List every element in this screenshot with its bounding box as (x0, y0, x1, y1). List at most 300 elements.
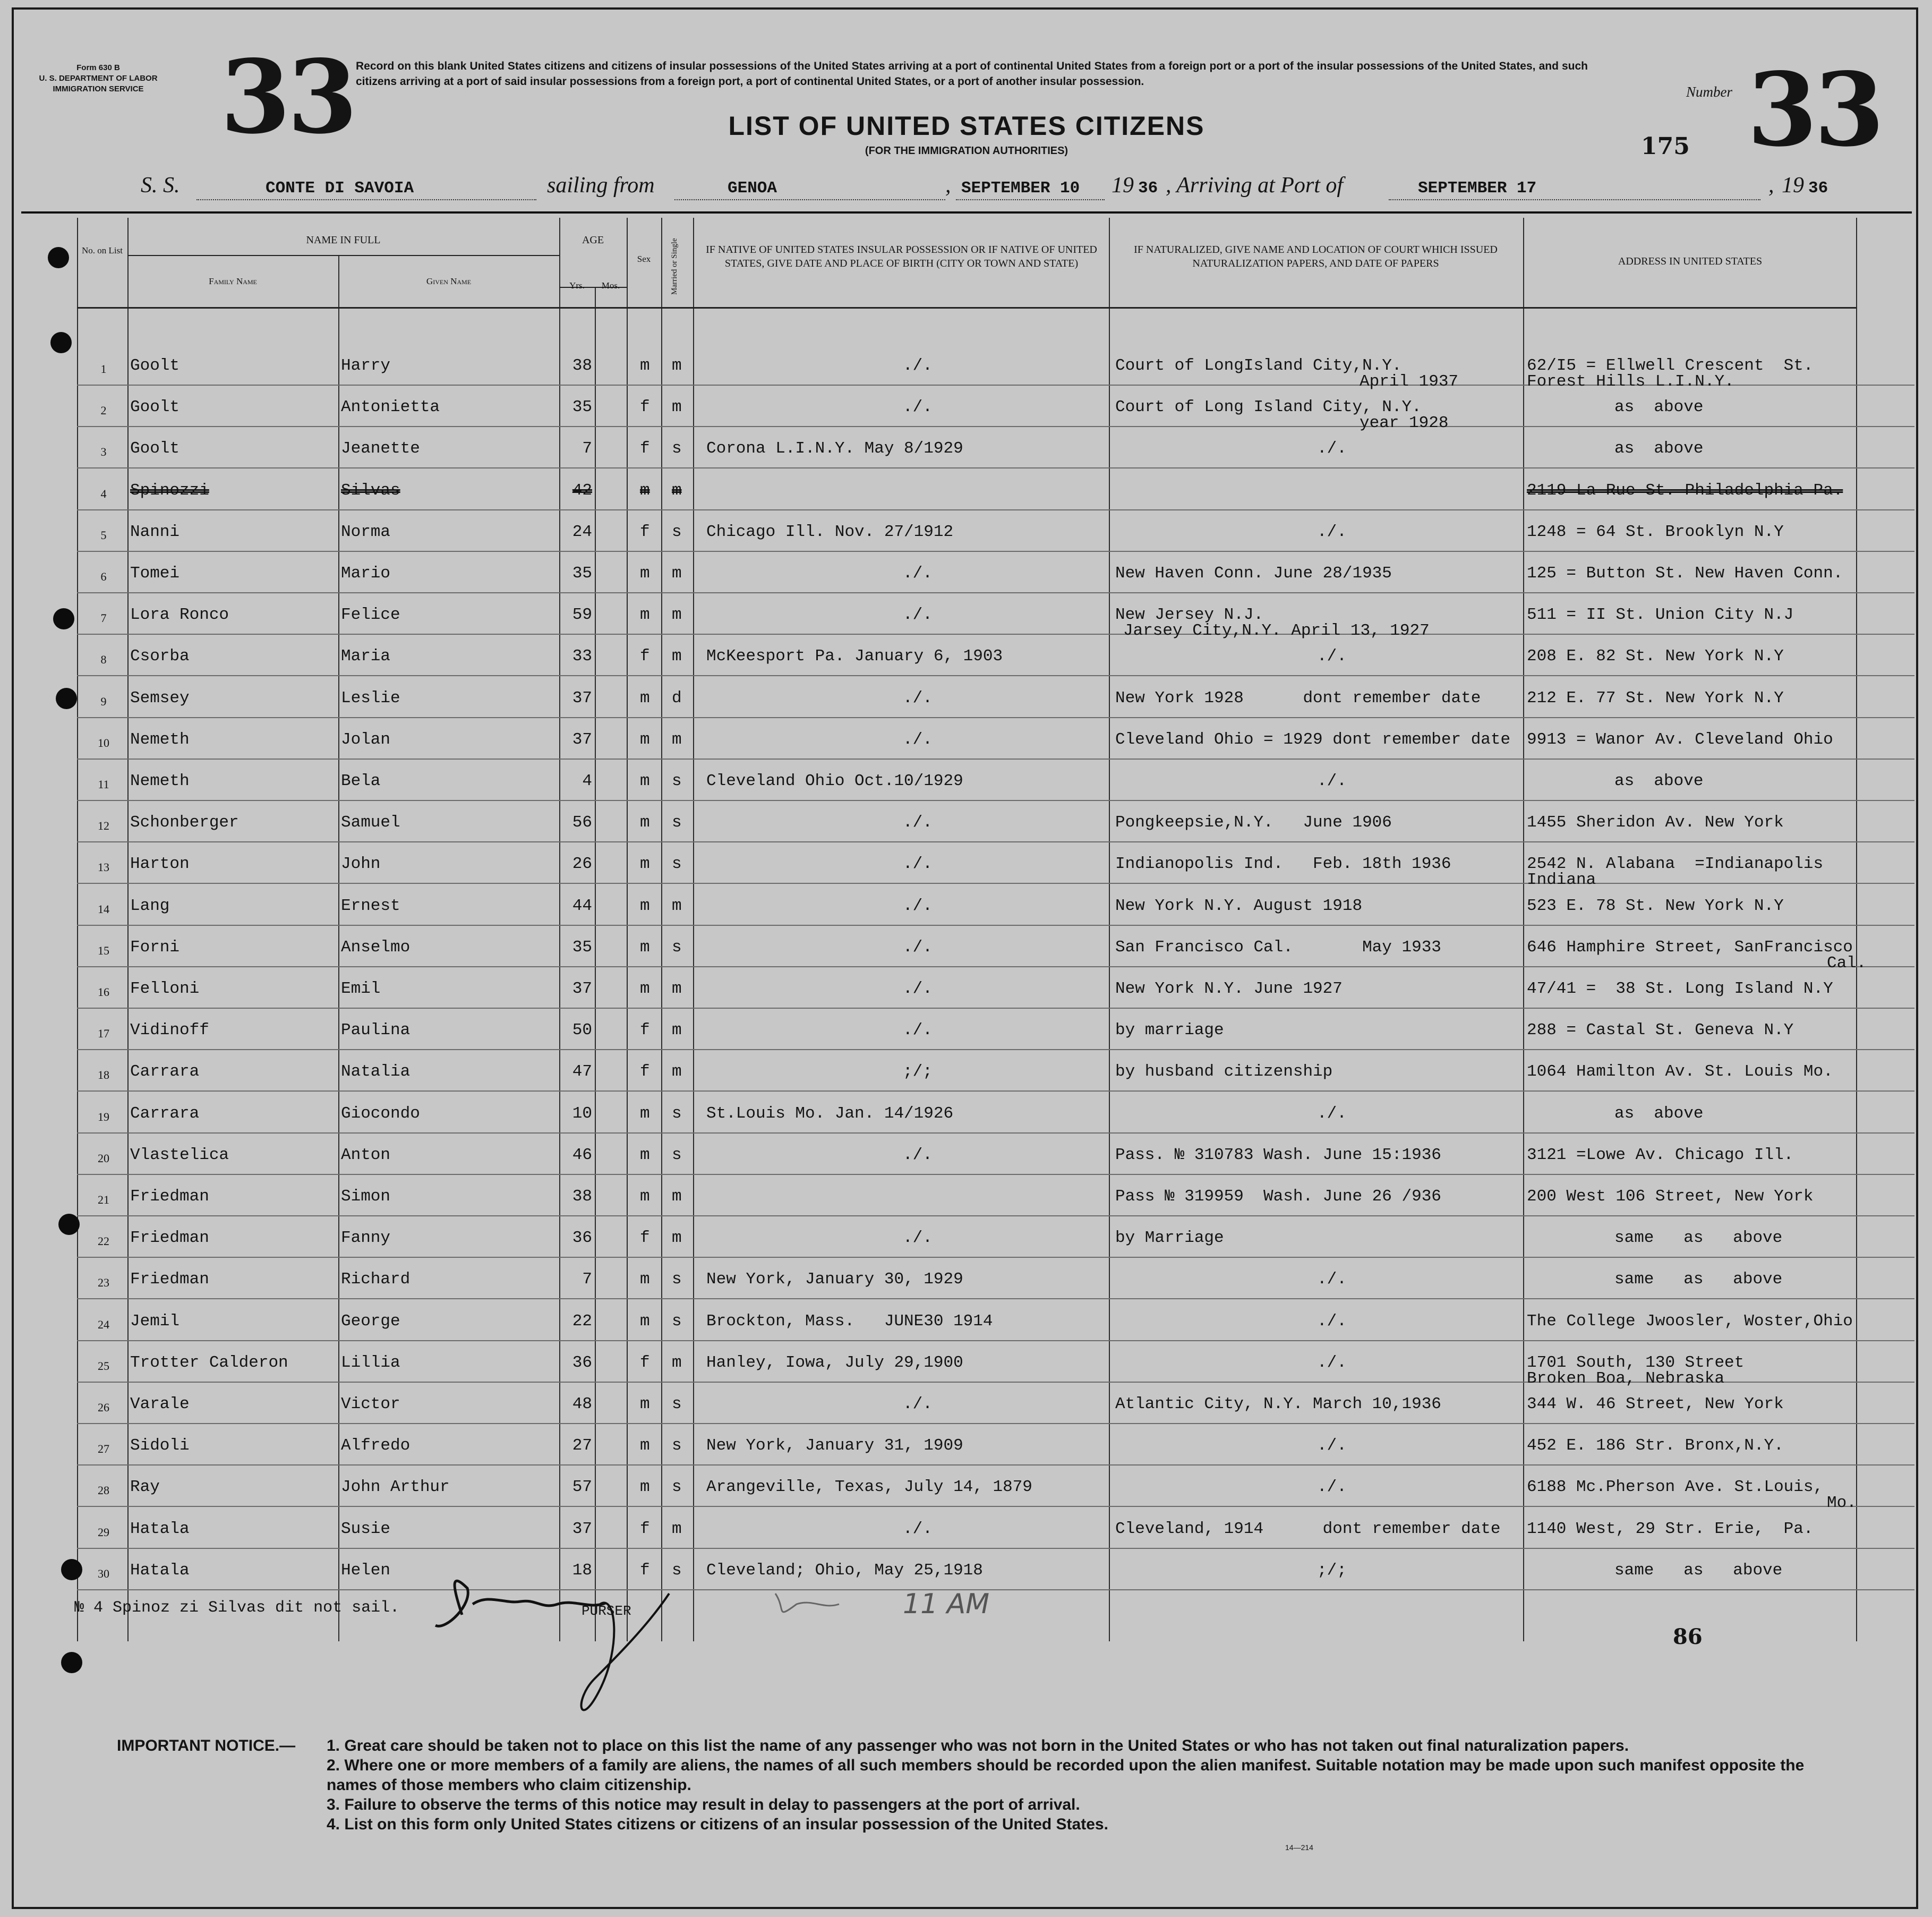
cell-sex: m (640, 1395, 650, 1413)
cell-family: Sidoli (130, 1436, 190, 1455)
cell-addr: 125 = Button St. New Haven Conn. (1527, 564, 1843, 583)
cell-ms: m (672, 1062, 682, 1081)
cell-age: 47 (572, 1062, 592, 1081)
arriving-label: , Arriving at Port of (1166, 173, 1344, 198)
cell-birth: St.Louis Mo. Jan. 14/1926 (706, 1104, 954, 1123)
cell-family: Carrara (130, 1104, 200, 1123)
cell-sex: m (640, 1146, 650, 1164)
cell-given: Paulina (341, 1021, 411, 1040)
cell-family: Hatala (130, 1561, 190, 1580)
arrival-year-prefix: 19 (1782, 173, 1804, 198)
cell-age: 33 (572, 647, 592, 666)
cell-addr: 6188 Mc.Pherson Ave. St.Louis, (1527, 1478, 1824, 1496)
cell-birth: ./. (903, 606, 933, 624)
cell-age: 38 (572, 1187, 592, 1206)
cell-ms: s (672, 523, 682, 541)
cell-age: 36 (572, 1229, 592, 1247)
cell-nat: ./. (1317, 1270, 1347, 1289)
cell-nat: by husband citizenship (1115, 1062, 1333, 1081)
cell-birth: New York, January 31, 1909 (706, 1436, 963, 1455)
header-months: Mos. (601, 280, 620, 291)
cell-ms: m (672, 356, 682, 375)
cell-sex: m (640, 813, 650, 832)
row-rule (77, 841, 1914, 842)
cell-birth: ./. (903, 1229, 933, 1247)
cell-birth: ./. (903, 730, 933, 749)
sailing-from-label: sailing from (547, 173, 655, 198)
row-number: 14 (98, 902, 109, 916)
cell-nat: Indianopolis Ind. Feb. 18th 1936 (1115, 855, 1451, 873)
cell-nat: ./. (1317, 772, 1347, 790)
cell-sex: m (640, 356, 650, 375)
header-naturalization: IF NATURALIZED, GIVE NAME AND LOCATION OF COURT WHICH ISSUED NATURALIZATION PAPERS, AND DATE OF PAPERS (1134, 244, 1498, 269)
cell-sex: f (640, 523, 650, 541)
cell-age: 35 (572, 938, 592, 957)
handwritten-list-number: 175 (1641, 133, 1690, 160)
cell-family: Tomei (130, 564, 180, 583)
header-sex: Sex (637, 254, 651, 264)
arrival-year: 36 (1808, 179, 1828, 198)
cell-birth: Brockton, Mass. JUNE30 1914 (706, 1312, 993, 1331)
cell-age: 46 (572, 1146, 592, 1164)
cell-nat: New Haven Conn. June 28/1935 (1115, 564, 1392, 583)
cell-nat: ./. (1317, 523, 1347, 541)
department-name: U. S. DEPARTMENT OF LABOR (39, 74, 158, 83)
cell-birth: ./. (903, 356, 933, 375)
header-name-in-full: NAME IN FULL (306, 234, 381, 246)
cell-sex: m (640, 481, 650, 500)
cell-nat: Court of Long Island City, N.Y. (1115, 398, 1422, 416)
cell-age: 37 (572, 730, 592, 749)
row-number: 18 (98, 1068, 109, 1081)
cell-given: Maria (341, 647, 391, 666)
cell-nat: Pass. № 310783 Wash. June 15:1936 (1115, 1146, 1441, 1164)
cell-nat: ./. (1317, 1312, 1347, 1331)
row-rule (77, 1506, 1914, 1507)
cell-given: Silvas (341, 481, 400, 500)
cell-ms: m (672, 606, 682, 624)
cell-given: Antonietta (341, 398, 440, 416)
punch-hole (56, 688, 77, 709)
cell-sex: m (640, 897, 650, 915)
cell-age: 24 (572, 523, 592, 541)
cell-ms: m (672, 481, 682, 500)
cell-given: Jeanette (341, 439, 420, 458)
row-number: 29 (98, 1526, 109, 1539)
cell-family: Nemeth (130, 730, 190, 749)
cell-nat: Pongkeepsie,N.Y. June 1906 (1115, 813, 1392, 832)
cell-nat: by marriage (1115, 1021, 1224, 1040)
cell-birth: Cleveland; Ohio, May 25,1918 (706, 1561, 983, 1580)
cell-addr: 212 E. 77 St. New York N.Y (1527, 689, 1784, 708)
cell-addr: 523 E. 78 St. New York N.Y (1527, 897, 1784, 915)
cell-given: Simon (341, 1187, 391, 1206)
row-rule (77, 1298, 1914, 1299)
row-number: 1 (100, 362, 107, 376)
cell-sex: m (640, 1187, 650, 1206)
punch-hole (61, 1652, 82, 1673)
cell-birth: ./. (903, 1021, 933, 1040)
row-number: 2 (100, 404, 107, 417)
cell-given: Richard (341, 1270, 411, 1289)
cell-addr: 511 = II St. Union City N.J (1527, 606, 1794, 624)
cell-addr: 288 = Castal St. Geneva N.Y (1527, 1021, 1794, 1040)
cell-given: Helen (341, 1561, 391, 1580)
cell-sex: m (640, 730, 650, 749)
cell-age: 26 (572, 855, 592, 873)
cell-birth: Hanley, Iowa, July 29,1900 (706, 1353, 963, 1372)
cell-nat: Atlantic City, N.Y. March 10,1936 (1115, 1395, 1441, 1413)
form-title: LIST OF UNITED STATES CITIZENS (728, 111, 1205, 141)
cell-given: Felice (341, 606, 400, 624)
cell-nat: ./. (1317, 1478, 1347, 1496)
row-number: 27 (98, 1442, 109, 1455)
cell-age: 42 (572, 481, 592, 500)
cell-given: George (341, 1312, 400, 1331)
punch-hole (53, 608, 74, 629)
cell-addr: 1064 Hamilton Av. St. Louis Mo. (1527, 1062, 1833, 1081)
cell-given: Leslie (341, 689, 400, 708)
row-number: 28 (98, 1484, 109, 1497)
cell-age: 50 (572, 1021, 592, 1040)
cell-sex: m (640, 1270, 650, 1289)
punch-hole (58, 1214, 80, 1235)
cell-family: Jemil (130, 1312, 180, 1331)
print-code: 14—214 (1285, 1843, 1313, 1852)
cell-family: Hatala (130, 1520, 190, 1538)
header-given-name: Given Name (426, 276, 472, 286)
cell-nat: ./. (1317, 1104, 1347, 1123)
header-years: Yrs. (569, 280, 585, 291)
cell-ms: s (672, 938, 682, 957)
cell-addr: 1455 Sheridon Av. New York (1527, 813, 1784, 832)
cell-ms: m (672, 1353, 682, 1372)
cell-ms: s (672, 1561, 682, 1580)
cell-nat: New York N.Y. August 1918 (1115, 897, 1363, 915)
punch-hole (48, 247, 69, 268)
cell-age: 37 (572, 689, 592, 708)
row-rule (77, 966, 1914, 967)
arrival-date: SEPTEMBER 17 (1418, 179, 1537, 198)
sailing-year: 36 (1138, 179, 1158, 198)
cell-given: Norma (341, 523, 391, 541)
cell-given: Giocondo (341, 1104, 420, 1123)
row-rule (77, 1090, 1914, 1092)
notice-label: IMPORTANT NOTICE.— (117, 1737, 296, 1754)
did-not-sail-note: № 4 Spinoz zi Silvas dit not sail. (74, 1599, 400, 1617)
departure-port: GENOA (728, 179, 777, 198)
header-no-on-list: No. on List (82, 245, 123, 255)
cell-nat: New York 1928 dont remember date (1115, 689, 1481, 708)
row-rule (77, 1257, 1914, 1258)
cell-age: 35 (572, 398, 592, 416)
cell-addr: 452 E. 186 Str. Bronx,N.Y. (1527, 1436, 1784, 1455)
cell-family: Lora Ronco (130, 606, 229, 624)
pencil-time-note: 11 AM (903, 1588, 990, 1620)
cell-ms: m (672, 897, 682, 915)
cell-family: Csorba (130, 647, 190, 666)
cell-sex: m (640, 1478, 650, 1496)
cell-addr: 646 Hamphire Street, SanFrancisco (1527, 938, 1853, 957)
cell-family: Spinozzi (130, 481, 209, 500)
cell-nat-continued: year 1928 (1360, 414, 1449, 432)
row-number: 23 (98, 1276, 109, 1289)
cell-given: Victor (341, 1395, 400, 1413)
cell-sex: m (640, 1312, 650, 1331)
cell-birth: ./. (903, 855, 933, 873)
cell-birth: Corona L.I.N.Y. May 8/1929 (706, 439, 963, 458)
cell-addr: 1248 = 64 St. Brooklyn N.Y (1527, 523, 1784, 541)
cell-family: Friedman (130, 1229, 209, 1247)
cell-ms: m (672, 1187, 682, 1206)
row-rule (77, 592, 1914, 593)
cell-birth: Cleveland Ohio Oct.10/1929 (706, 772, 963, 790)
row-number: 7 (100, 611, 107, 625)
row-number: 11 (98, 778, 109, 791)
cell-given: Jolan (341, 730, 391, 749)
cell-age: 18 (572, 1561, 592, 1580)
page-number: 86 (1673, 1624, 1703, 1649)
purser-label: PURSER (582, 1603, 631, 1619)
cell-ms: s (672, 1478, 682, 1496)
cell-given: Fanny (341, 1229, 391, 1247)
service-name: IMMIGRATION SERVICE (53, 84, 144, 93)
cell-sex: m (640, 606, 650, 624)
cell-addr: 9913 = Wanor Av. Cleveland Ohio (1527, 730, 1833, 749)
row-number: 21 (98, 1193, 109, 1206)
row-rule (77, 467, 1914, 468)
cell-address-continued: Broken Boa, Nebraska (1527, 1369, 1725, 1388)
row-number: 6 (100, 570, 107, 583)
cell-age: 27 (572, 1436, 592, 1455)
cell-birth: ./. (903, 564, 933, 583)
cell-nat: ./. (1317, 1436, 1347, 1455)
form-subtitle: (FOR THE IMMIGRATION AUTHORITIES) (865, 145, 1068, 157)
cell-age: 10 (572, 1104, 592, 1123)
list-stamp-right: 33 (1747, 50, 1882, 169)
cell-family: Forni (130, 938, 180, 957)
cell-addr: 47/41 = 38 St. Long Island N.Y (1527, 979, 1833, 998)
cell-given: Anton (341, 1146, 391, 1164)
cell-given: Lillia (341, 1353, 400, 1372)
cell-family: Schonberger (130, 813, 239, 832)
cell-sex: m (640, 1104, 650, 1123)
cell-birth: ./. (903, 1520, 933, 1538)
punch-hole (50, 332, 72, 353)
cell-ms: m (672, 1229, 682, 1247)
row-rule (77, 634, 1914, 635)
cell-nat: Court of LongIsland City,N.Y. (1115, 356, 1402, 375)
cell-age: 37 (572, 1520, 592, 1538)
sailing-date: SEPTEMBER 10 (961, 179, 1080, 198)
cell-addr: The College Jwoosler, Woster,Ohio (1527, 1312, 1853, 1331)
cell-given: Natalia (341, 1062, 411, 1081)
cell-family: Friedman (130, 1187, 209, 1206)
cell-sex: m (640, 1436, 650, 1455)
purser-signature (372, 1572, 1115, 1737)
cell-family: Harton (130, 855, 190, 873)
cell-nat: by Marriage (1115, 1229, 1224, 1247)
cell-addr: 1701 South, 130 Street (1527, 1353, 1745, 1372)
cell-age: 57 (572, 1478, 592, 1496)
row-number: 8 (100, 653, 107, 666)
cell-ms: m (672, 398, 682, 416)
row-rule (77, 1423, 1914, 1424)
row-number: 16 (98, 985, 109, 999)
cell-nat: ./. (1317, 439, 1347, 458)
cell-birth: ./. (903, 689, 933, 708)
row-rule (77, 759, 1914, 760)
cell-addr: 62/I5 = Ellwell Crescent St. (1527, 356, 1814, 375)
cell-sex: f (640, 1021, 650, 1040)
header-family-name: Family Name (209, 276, 257, 286)
row-number: 12 (98, 819, 109, 832)
cell-ms: m (672, 1021, 682, 1040)
form-identifier (37, 63, 159, 95)
row-number: 26 (98, 1401, 109, 1414)
cell-ms: s (672, 813, 682, 832)
cell-given: Samuel (341, 813, 400, 832)
cell-nat: Cleveland, 1914 dont remember date (1115, 1520, 1501, 1538)
cell-age: 36 (572, 1353, 592, 1372)
cell-ms: s (672, 772, 682, 790)
cell-addr: as above (1614, 772, 1704, 790)
list-stamp-left: 33 (220, 38, 355, 156)
row-number: 3 (100, 445, 107, 458)
cell-given: Emil (341, 979, 381, 998)
cell-nat: Cleveland Ohio = 1929 dont remember date (1115, 730, 1511, 749)
cell-birth: ./. (903, 398, 933, 416)
cell-birth: Arangeville, Texas, July 14, 1879 (706, 1478, 1032, 1496)
cell-nat: New Jersey N.J. (1115, 606, 1264, 624)
cell-birth: ;/; (903, 1062, 933, 1081)
notice-item-2: 2. Where one or more members of a family are aliens, the names of all such members should be recorded upon the alien manifest. Suitable notation may be made upon such manifest opposite the names of those members who claim citizenship. (327, 1757, 1805, 1794)
row-number: 15 (98, 944, 109, 957)
cell-ms: s (672, 439, 682, 458)
cell-birth: Chicago Ill. Nov. 27/1912 (706, 523, 954, 541)
cell-sex: f (640, 439, 650, 458)
notice-item-1: 1. Great care should be taken not to place on this list the name of any passenger who was not born in the United States or who has not taken out final naturalization papers. (327, 1737, 1629, 1754)
cell-addr: 3121 =Lowe Av. Chicago Ill. (1527, 1146, 1794, 1164)
cell-family: Trotter Calderon (130, 1353, 288, 1372)
row-number: 25 (98, 1359, 109, 1373)
row-number: 10 (98, 736, 109, 749)
row-number: 19 (98, 1110, 109, 1123)
manifest-sheet: Form 630 B U. S. DEPARTMENT OF LABOR IMMIGRATION SERVICE 33 Record on this blank United States citizens and citizens of insular possessions of the United States arriving at a port of continental United States from a foreign port or a port of the insular possessions of the United States, and such citizens arriving at a port of said insular possessions from a foreign port, a port of continental United States, or a port of another insular possession. LIST OF UNITED STATES CITIZENS (FOR THE IMMIGRATION AUTHORITIES) Number 33 175 S. S. CONTE DI SAVOIA sailing from GENOA , SEPTEMBER 10 19 36 , Arriving at Port of SEPTEMBER 17 , 19 36 No. on List NAME IN FULL Family Name Given Name AGE Yrs. Mos. Sex Married or Single IF NATIVE OF UNITED STATES INSULAR POSSESSION OR IF NATIVE OF UNITED STATES, GIVE DATE AND PLACE OF BIRTH (CITY OR TOWN AND STATE) IF NATURALIZED, GIVE NAME AND LOCATION OF COURT WHICH ISSUED NATURALIZATION PAPERS, AND DATE OF PAPERS ADDRESS IN UNITED STATES 1 Goolt Harry 38 m m ./. Court of LongIsland City,N.Y. 62/I5 = Ellwell Crescent St. April 1937 Forest Hills L.I.N.Y. 2 Goolt Antonietta 35 f m ./. Court of Long Island City, N.Y. as above year 1928 3 Goolt Jeanette 7 f s Corona L.I.N.Y. May 8/1929 ./. as above 4 Spinozzi Silvas 42 m m 2119 La Rue St. Philadelphia Pa. 5 Nanni Norma 24 f s Chicago Ill. Nov. 27/1912 ./. 1248 = 64 St. Brooklyn N.Y 6 Tomei Mario 35 m m ./. New Haven Conn. June 28/1935 125 = Button St. New Haven Conn. 7 Lora Ronco Felice 59 m m ./. New Jersey N.J. 511 = II St. Union City N.J Jarsey City,N.Y. April 13, 1927 8 Csorba Maria 33 f m McKeesport Pa. January 6, 1903 ./. 208 E. 82 St. New York N.Y 9 Semsey Leslie 37 m d ./. New York 1928 dont remember date 212 E. 77 St. New York N.Y 10 Nemeth Jolan 37 m m ./. Cleveland Ohio = 1929 dont remember date 9913 = Wanor Av. Cleveland Ohio 11 Nemeth Bela 4 m s Cleveland Ohio Oct.10/1929 ./. as above 12 Schonberger Samuel 56 m s ./. Pongkeepsie,N.Y. June 1906 1455 Sheridon Av. New York 13 Harton John 26 m s ./. Indianopolis Ind. Feb. 18th 1936 2542 N. Alabana =Indianapolis Indiana 14 Lang Ernest 44 m m ./. New York N.Y. August 1918 523 E. 78 St. New York N.Y 15 Forni Anselmo 35 m s ./. San Francisco Cal. May 1933 646 Hamphire Street, SanFrancisco Cal. 16 Felloni Emil 37 m m ./. New York N.Y. June 1927 47/41 = 38 St. Long Island N.Y 17 Vidinoff Paulina 50 f m ./. by marriage 288 = Castal St. Geneva N.Y 18 Carrara Natalia 47 f m ;/; by husband citizenship 1064 Hamilton Av. St. Louis Mo. 19 Carrara Giocondo 10 m s St.Louis Mo. Jan. 14/1926 ./. as above 20 Vlastelica Anton 46 m s ./. Pass. № 310783 Wash. June 15:1936 3121 =Lowe Av. Chicago Ill. 21 Friedman Simon 38 m m Pass № 319959 Wash. June 26 /936 200 West 106 Street, New York 22 Friedman Fanny 36 f m ./. by Marriage same as above 23 Friedman Richard 7 m s New York, January 30, 1929 ./. same as above 24 Jemil George 22 m s Brockton, Mass. JUNE30 1914 ./. The College Jwoosler, Woster,Ohio 25 Trotter Calderon Lillia 36 f m Hanley, Iowa, July 29,1900 ./. 1701 South, 130 Street Broken Boa, Nebraska 26 Varale Victor 48 m s ./. Atlantic City, N.Y. March 10,1936 344 W. 46 Street, New York 27 Sidoli Alfredo 27 m s New York, January 31, 1909 ./. 452 E. 186 Str. Bronx,N.Y. 28 Ray John Arthur 57 m s Arangeville, Texas, July 14, 1879 ./. 6188 Mc.Pherson Ave. St.Louis, Mo. 29 Hatala Susie 37 f m ./. Cleveland, 1914 dont remember date 1140 West, 29 Str. Erie, Pa. 30 Hatala Helen 18 f s Cleveland; Ohio, May 25,1918 ;/; same as above № 4 Spinoz zi Silvas dit not sail. PURSER 11 AM 86 IMPORTANT NOTICE.— 1. Great care should be taken not to place on this list the name of any passenger who was not born in the United States or who has not taken out final naturalization papers. 2. Where one or more members of a family are aliens, the names of all such members should be recorded upon the alien manifest. Suitable notation may be made upon such manifest opposite the names of those members who claim citizenship. 3. Failure to observe the terms of this notice may result in delay to passengers at the port of arrival. 4. List on this form only United States citizens or citizens of an insular possession of the United States. 14—214 (0, 0, 1932, 1917)
cell-given: Ernest (341, 897, 400, 915)
cell-family: Lang (130, 897, 170, 915)
cell-address-continued: Forest Hills L.I.N.Y. (1527, 372, 1734, 391)
row-number: 30 (98, 1567, 109, 1580)
row-rule (77, 551, 1914, 552)
cell-sex: f (640, 1062, 650, 1081)
cell-nat: New York N.Y. June 1927 (1115, 979, 1343, 998)
cell-sex: m (640, 979, 650, 998)
cell-birth: ./. (903, 938, 933, 957)
row-rule (77, 1340, 1914, 1341)
cell-ms: d (672, 689, 682, 708)
cell-age: 44 (572, 897, 592, 915)
cell-ms: m (672, 564, 682, 583)
cell-addr: as above (1614, 439, 1704, 458)
cell-family: Ray (130, 1478, 160, 1496)
cell-given: Harry (341, 356, 391, 375)
header-age: AGE (582, 234, 604, 246)
form-number: Form 630 B (76, 63, 120, 72)
row-number: 5 (100, 529, 107, 542)
cell-address-continued: Cal. (1827, 954, 1867, 973)
cell-birth: ./. (903, 1146, 933, 1164)
cell-ms: s (672, 855, 682, 873)
cell-family: Goolt (130, 356, 180, 375)
cell-birth: ./. (903, 897, 933, 915)
cell-sex: m (640, 564, 650, 583)
cell-age: 4 (582, 772, 592, 790)
cell-given: Anselmo (341, 938, 411, 957)
row-rule (77, 1049, 1914, 1050)
cell-sex: m (640, 772, 650, 790)
cell-ms: m (672, 1520, 682, 1538)
cell-nat: San Francisco Cal. May 1933 (1115, 938, 1441, 957)
cell-given: Bela (341, 772, 381, 790)
form-instructions: Record on this blank United States citizens and citizens of insular possessions of the United States arriving at a port of continental United States from a foreign port or a port of the insular possessions of the United States, and such citizens arriving at a port of said insular possessions from a foreign port, a port of continental United States, or a port of another insular possession. (356, 60, 1588, 88)
cell-family: Varale (130, 1395, 190, 1413)
cell-birth: New York, January 30, 1929 (706, 1270, 963, 1289)
cell-age: 56 (572, 813, 592, 832)
row-rule (77, 1132, 1914, 1134)
row-rule (77, 1008, 1914, 1009)
cell-addr: 344 W. 46 Street, New York (1527, 1395, 1784, 1413)
cell-age: 7 (582, 439, 592, 458)
cell-ms: s (672, 1270, 682, 1289)
row-rule (77, 883, 1914, 884)
cell-given: John Arthur (341, 1478, 450, 1496)
cell-addr: 2119 La Rue St. Philadelphia Pa. (1527, 481, 1843, 500)
cell-given: Alfredo (341, 1436, 411, 1455)
row-number: 13 (98, 860, 109, 874)
row-rule (77, 509, 1914, 510)
cell-sex: m (640, 689, 650, 708)
ss-label: S. S. (141, 173, 180, 198)
cell-ms: m (672, 730, 682, 749)
cell-ms: m (672, 979, 682, 998)
cell-sex: f (640, 647, 650, 666)
row-number: 22 (98, 1234, 109, 1248)
number-label: Number (1686, 84, 1732, 100)
cell-given: Mario (341, 564, 391, 583)
cell-nat-continued: April 1937 (1360, 372, 1459, 391)
cell-addr: same as above (1614, 1561, 1783, 1580)
ship-name: CONTE DI SAVOIA (266, 179, 414, 198)
cell-sex: f (640, 1520, 650, 1538)
cell-family: Semsey (130, 689, 190, 708)
cell-birth: ./. (903, 813, 933, 832)
row-rule (77, 800, 1914, 801)
cell-age: 7 (582, 1270, 592, 1289)
cell-birth: ./. (903, 979, 933, 998)
row-rule (77, 925, 1914, 926)
row-number: 9 (100, 695, 107, 708)
header-married-single: Married or Single (670, 238, 679, 295)
cell-addr: 2542 N. Alabana =Indianapolis (1527, 855, 1824, 873)
cell-family: Friedman (130, 1270, 209, 1289)
important-notice (117, 1736, 1848, 1834)
row-rule (77, 426, 1914, 427)
cell-family: Goolt (130, 439, 180, 458)
cell-age: 22 (572, 1312, 592, 1331)
cell-ms: s (672, 1436, 682, 1455)
cell-addr: 1140 West, 29 Str. Erie, Pa. (1527, 1520, 1814, 1538)
